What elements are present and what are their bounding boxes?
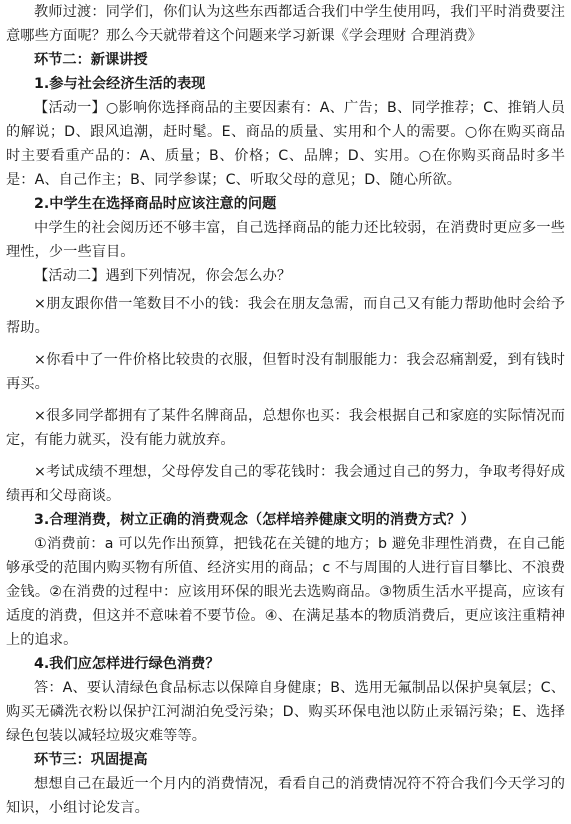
paragraph-4: 答：A、要认清绿色食品标志以保障自身健康；B、选用无氟制品以保护臭氧层；C、购买无磷洗衣粉以保护江河湖泊免受污染；D、购买环保电池以防止汞镉污染；E、选择绿色包装以减轻垃圾灾难等等。 (6, 680, 565, 744)
activity-one-paragraph: 【活动一】○影响你选择商品的主要因素有：A、广告；B、同学推荐；C、推销人员的解说；D、跟风追潮，赶时髦。E、商品的质量、实用和个人的需要。○你在购买商品时主要看重产品的：A、质量；B、价格；C、品牌；D、实用。○在你购买商品时多半是：A、自己作主；B、同学参谋；C、听取父母的意见；D、随心所欲。 (6, 100, 565, 188)
paragraph-3: ①消费前：a 可以先作出预算，把钱花在关键的地方；b 避免非理性消费，在自己能够承受的范围内购买物有所值、经济实用的商品；c 不与周围的人进行盲目攀比、不浪费金钱。②在消费的过程中：应该用环保的眼光去选购商品。③物质生活水平提高，应该有适度的消费，但这并不意味着不要节俭。④、在满足基本的物质消费后，更应该注重精神上的追求。 (6, 536, 565, 648)
case-1: ×朋友跟你借一笔数目不小的钱：我会在朋友急需，而自己又有能力帮助他时会给予帮助。 (6, 296, 565, 336)
case-3: ×很多同学都拥有了某件名牌商品，总想你也买：我会根据自己和家庭的实际情况而定，有能力就买，没有能力就放弃。 (6, 408, 565, 448)
heading-2: 2.中学生在选择商品时应该注意的问题 (34, 196, 277, 212)
case-2: ×你看中了一件价格比较贵的衣服，但暂时没有制服能力：我会忍痛割爱，到有钱时再买。 (6, 352, 565, 392)
section-two-title: 环节二：新课讲授 (34, 52, 148, 68)
heading-3: 3.合理消费，树立正确的消费观念（怎样培养健康文明的消费方式？） (34, 512, 475, 528)
heading-4: 4.我们应怎样进行绿色消费？ (34, 656, 220, 672)
section-three-title: 环节三：巩固提高 (34, 752, 148, 768)
paragraph-2: 中学生的社会阅历还不够丰富，自己选择商品的能力还比较弱，在消费时更应多一些理性，少一些盲目。 (6, 220, 565, 260)
activity-two-paragraph: 【活动二】遇到下列情况，你会怎么办？ (34, 268, 292, 284)
heading-1: 1.参与社会经济生活的表现 (34, 76, 206, 92)
case-4: ×考试成绩不理想，父母停发自己的零花钱时：我会通过自己的努力，争取考得好成绩再和父母商谈。 (6, 464, 565, 504)
intro-paragraph: 教师过渡：同学们，你们认为这些东西都适合我们中学生使用吗，我们平时消费要注意哪些方面呢？那么今天就带着这个问题来学习新课《学会理财 合理消费》 (6, 4, 565, 44)
paragraph-5: 想想自己在最近一个月内的消费情况，看看自己的消费情况符不符合我们今天学习的知识，小组讨论发言。 (6, 776, 565, 816)
